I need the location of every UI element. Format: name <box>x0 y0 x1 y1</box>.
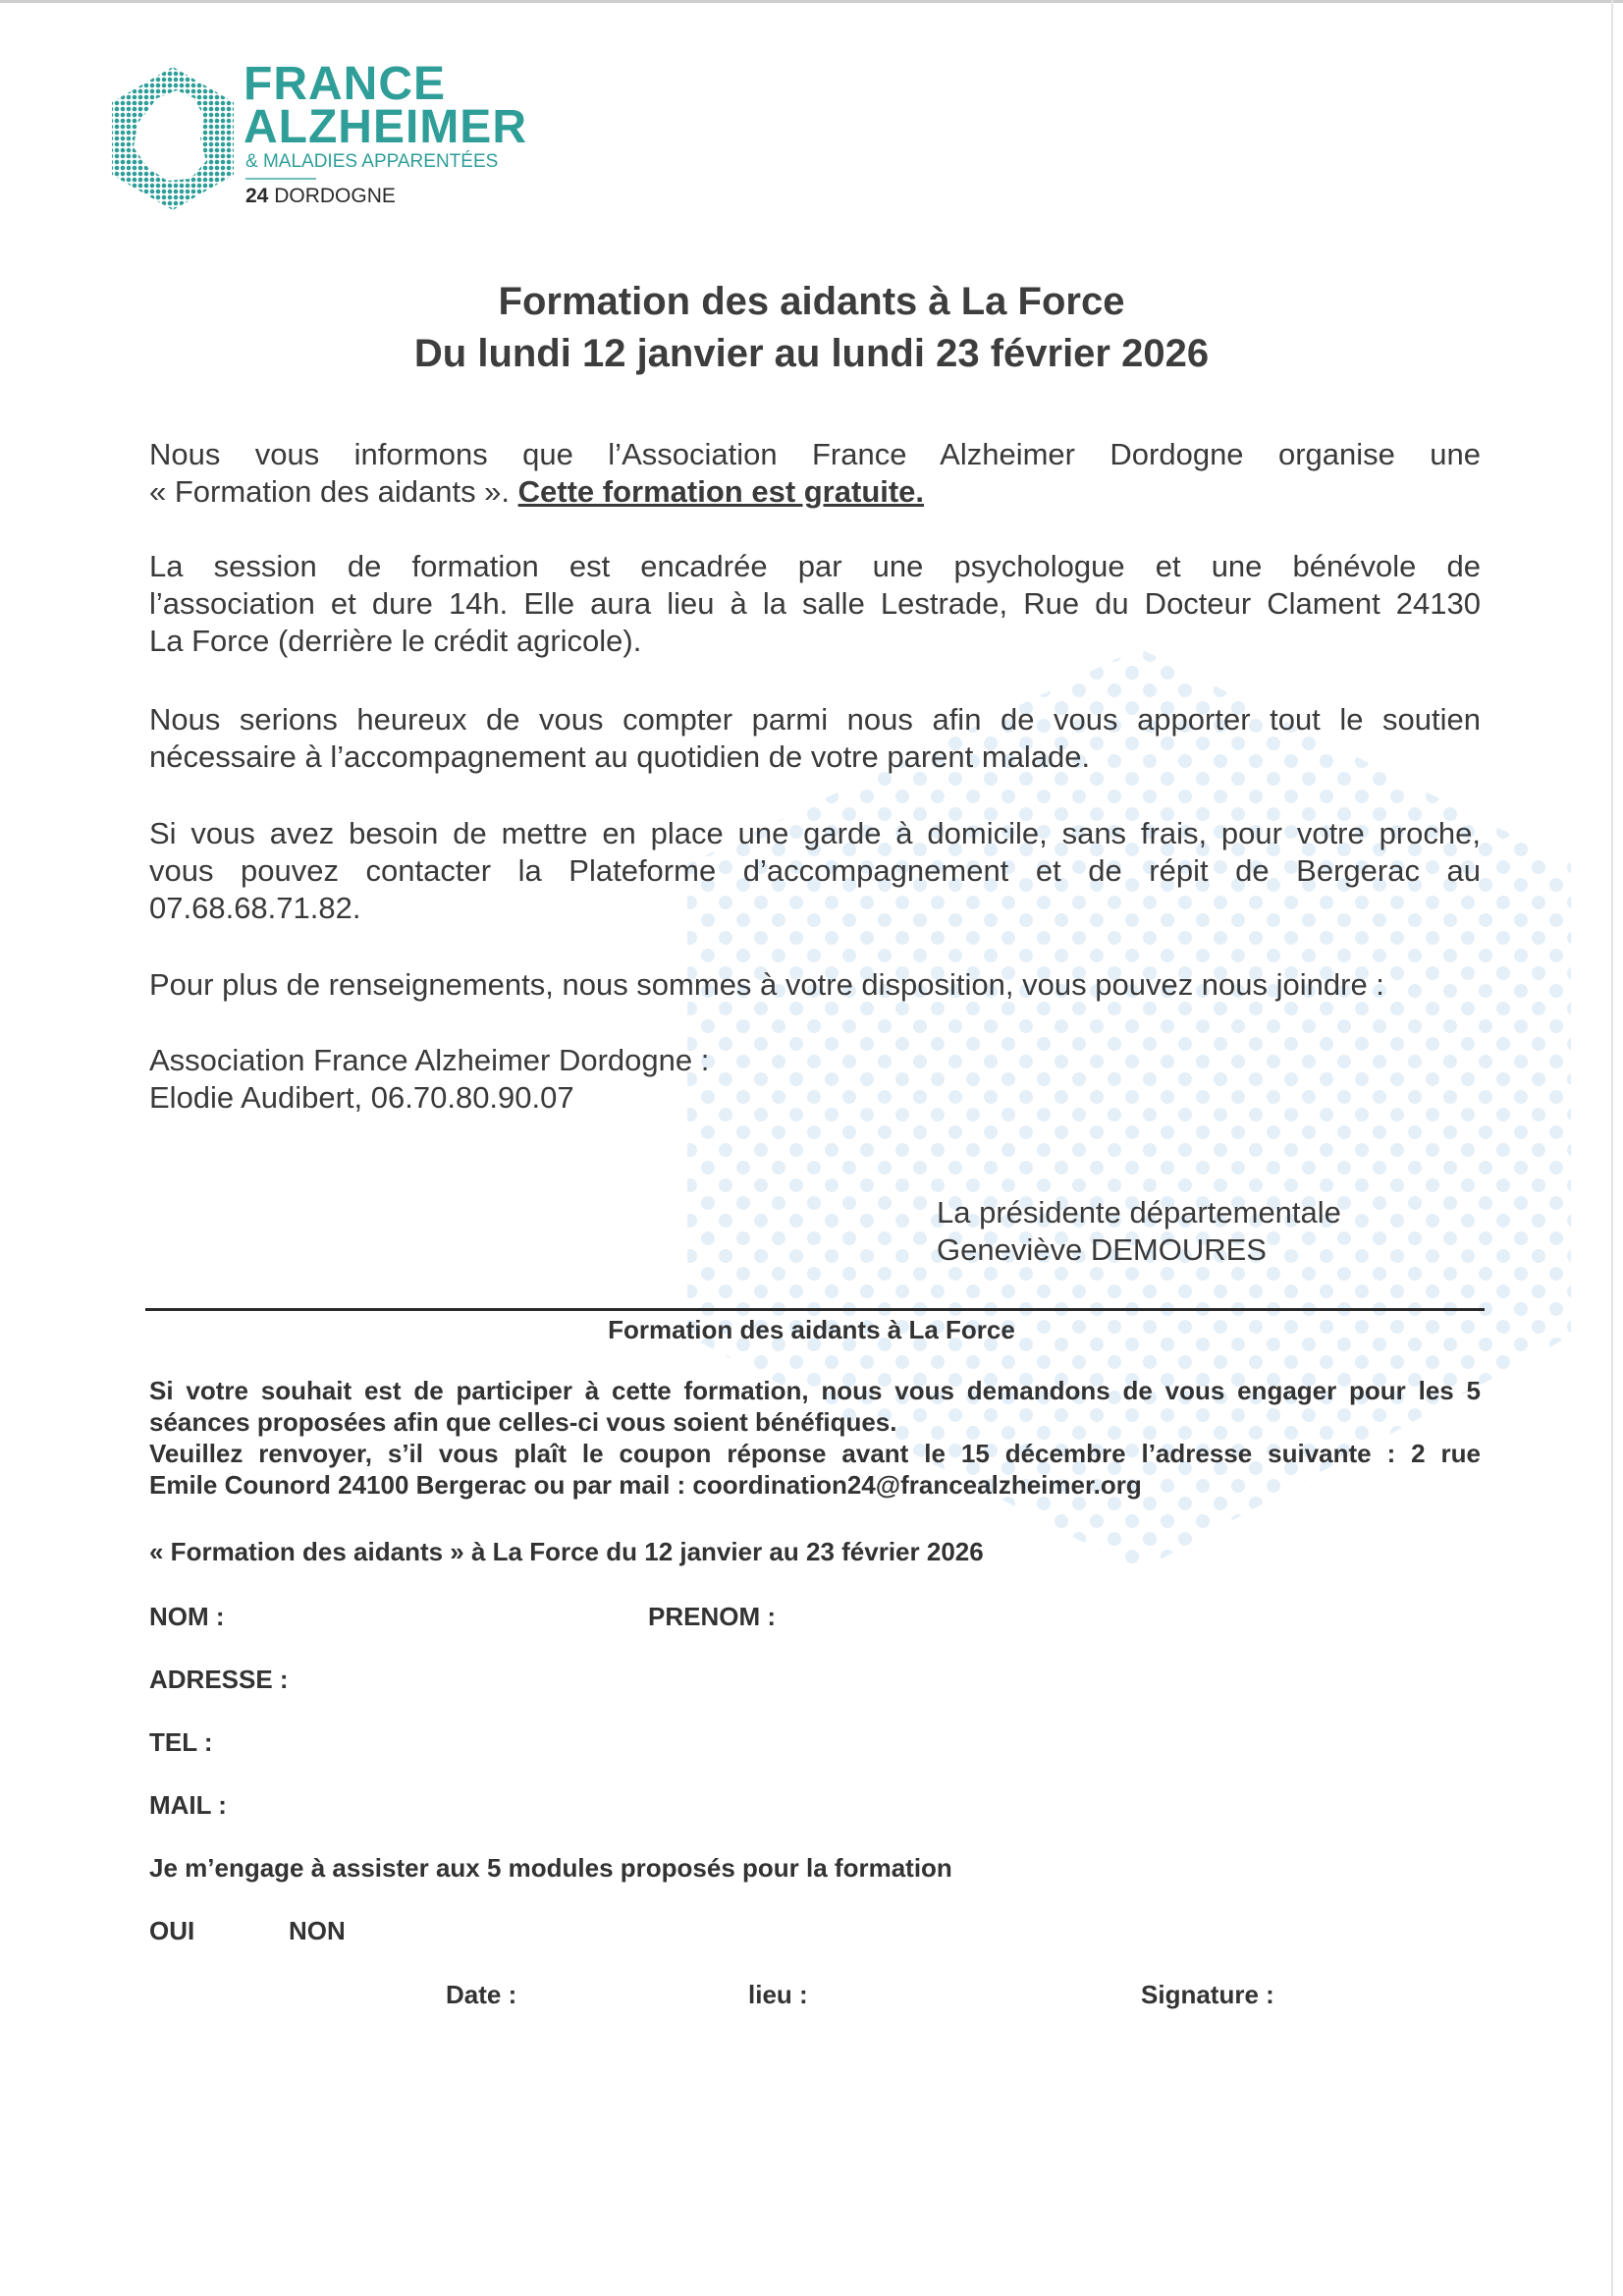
logo-france-text: FRANCE <box>243 58 446 110</box>
coupon-instructions <box>149 1375 1481 1501</box>
instruction-line: Si votre souhait est de participer à cette formation, nous vous demandons de vous engager pour les 5 <box>149 1376 1481 1405</box>
logo-hexagon-icon <box>108 65 238 212</box>
formation-name: « Formation des aidants ». <box>149 474 518 509</box>
paragraph-support <box>149 701 1481 776</box>
instruction-line: Veuillez renvoyer, s’il vous plaît le coupon réponse avant le 15 décembre l’adresse suivante : 2 rue <box>149 1439 1481 1468</box>
signatory-name: Geneviève DEMOURES <box>937 1232 1267 1267</box>
paragraph-line: Nous vous informons que l’Association France Alzheimer Dordogne organise une <box>149 437 1481 471</box>
instruction-line: Emile Counord 24100 Bergerac ou par mail : coordination24@francealzheimer.org <box>149 1470 1142 1500</box>
logo-alzheimer-text: ALZHEIMER <box>243 101 527 153</box>
logo-subtitle: & MALADIES APPARENTÉES <box>245 151 499 172</box>
france-alzheimer-logo <box>108 58 560 218</box>
coupon-session: « Formation des aidants » à La Force du 12 janvier au 23 février 2026 <box>149 1537 984 1566</box>
mail-field[interactable]: MAIL : <box>149 1790 227 1820</box>
date-field[interactable]: Date : <box>446 1980 517 2009</box>
paragraph-line <box>149 473 1481 511</box>
coupon-title: Formation des aidants à La Force <box>608 1315 1015 1344</box>
paragraph-line: La Force (derrière le crédit agricole). <box>149 624 642 658</box>
paragraph-intro <box>149 436 1481 511</box>
paragraph-info <box>149 966 1481 1004</box>
document-dates: Du lundi 12 janvier au lundi 23 février 2026 <box>413 332 1210 375</box>
engagement-statement: Je m’engage à assister aux 5 modules proposés pour la formation <box>149 1853 952 1883</box>
lieu-field[interactable]: lieu : <box>748 1980 808 2009</box>
logo-dept-number: 24 <box>245 185 269 207</box>
page-top-edge <box>0 0 1623 3</box>
non-option[interactable]: NON <box>289 1916 346 1945</box>
oui-option[interactable]: OUI <box>149 1916 195 1945</box>
paragraph-session <box>149 548 1481 660</box>
contact-person: Elodie Audibert, 06.70.80.90.07 <box>149 1080 574 1115</box>
adresse-field[interactable]: ADRESSE : <box>149 1665 289 1694</box>
signature-field[interactable]: Signature : <box>1141 1980 1274 2009</box>
logo-dept-name: DORDOGNE <box>274 185 396 207</box>
paragraph-line: Pour plus de renseignements, nous sommes à votre disposition, vous pouvez nous joindre : <box>149 967 1384 1002</box>
tel-field[interactable]: TEL : <box>149 1727 213 1757</box>
paragraph-respite <box>149 815 1481 927</box>
contact-block <box>149 1042 1481 1117</box>
nom-field[interactable]: NOM : <box>149 1602 225 1631</box>
paragraph-line: 07.68.68.71.82. <box>149 891 361 925</box>
contact-organization: Association France Alzheimer Dordogne : <box>149 1043 710 1077</box>
signatory-role: La présidente départementale <box>937 1195 1341 1230</box>
coupon-separator <box>145 1308 1485 1311</box>
paragraph-line: Si vous avez besoin de mettre en place une garde à domicile, sans frais, pour votre proche, <box>149 816 1481 850</box>
prenom-field[interactable]: PRENOM : <box>648 1602 776 1631</box>
paragraph-line: l’association et dure 14h. Elle aura lieu à la salle Lestrade, Rue du Docteur Clament 24130 <box>149 586 1481 621</box>
paragraph-line: La session de formation est encadrée par une psychologue et une bénévole de <box>149 549 1481 583</box>
document-title: Formation des aidants à La Force <box>498 280 1125 323</box>
paragraph-line: nécessaire à l’accompagnement au quotidien de votre parent malade. <box>149 739 1091 774</box>
paragraph-line: Nous serions heureux de vous compter parmi nous afin de vous apporter tout le soutien <box>149 702 1481 737</box>
free-notice: Cette formation est gratuite. <box>517 474 925 509</box>
logo-department <box>245 185 396 208</box>
instruction-line: séances proposées afin que celles-ci vous soient bénéfiques. <box>149 1407 897 1437</box>
logo-divider <box>245 178 316 180</box>
paragraph-line: vous pouvez contacter la Plateforme d’accompagnement et de répit de Bergerac au <box>149 853 1481 888</box>
